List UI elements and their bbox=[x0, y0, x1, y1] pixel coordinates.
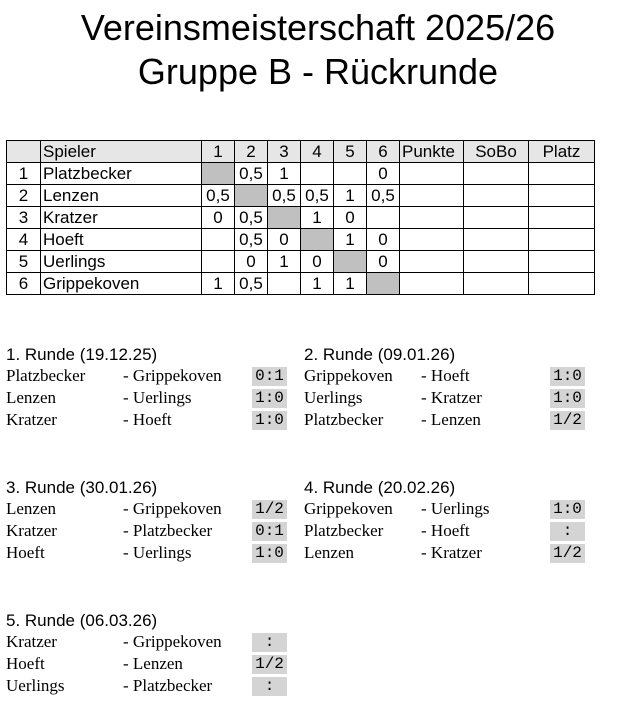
round-3 bbox=[6, 478, 296, 564]
player-rank: 1 bbox=[7, 163, 41, 185]
pairing-result: 1:0 bbox=[252, 411, 287, 430]
result-cell: 1 bbox=[334, 229, 367, 251]
pairing-result: : bbox=[550, 522, 585, 541]
result-cell: 0 bbox=[268, 229, 301, 251]
diagonal-cell bbox=[301, 229, 334, 251]
result-cell: 0 bbox=[367, 163, 400, 185]
pairing-row bbox=[304, 520, 594, 542]
header-game-1: 1 bbox=[202, 141, 235, 163]
pairing-result: 1/2 bbox=[550, 544, 585, 563]
pairing-home-player: Hoeft bbox=[6, 654, 45, 673]
pairing-away-player: - Hoeft bbox=[421, 521, 470, 540]
result-cell: 0,5 bbox=[235, 163, 268, 185]
page-title: Vereinsmeisterschaft 2025/26 bbox=[80, 7, 556, 48]
result-cell bbox=[367, 207, 400, 229]
player-row bbox=[7, 251, 595, 273]
pairing-home-player: Kratzer bbox=[6, 521, 57, 540]
points-cell bbox=[400, 251, 464, 273]
pairing-row bbox=[6, 520, 296, 542]
pairing-away-player: - Grippekoven bbox=[123, 499, 222, 518]
player-row bbox=[7, 273, 595, 295]
result-cell: 1 bbox=[301, 273, 334, 295]
pairing-away-player: - Uerlings bbox=[123, 543, 192, 562]
result-cell: 0,5 bbox=[202, 185, 235, 207]
pairing-result: 1:0 bbox=[252, 544, 287, 563]
result-cell: 0 bbox=[367, 229, 400, 251]
place-cell bbox=[529, 273, 595, 295]
pairing-home-player: Kratzer bbox=[6, 632, 57, 651]
result-cell: 1 bbox=[202, 273, 235, 295]
result-cell: 0 bbox=[235, 251, 268, 273]
pairing-home-player: Kratzer bbox=[6, 410, 57, 429]
crosstable-header-row bbox=[7, 141, 595, 163]
pairing-row bbox=[6, 409, 296, 431]
result-cell: 1 bbox=[301, 207, 334, 229]
player-row bbox=[7, 207, 595, 229]
result-cell: 0,5 bbox=[235, 207, 268, 229]
result-cell bbox=[268, 273, 301, 295]
sobo-cell bbox=[464, 163, 529, 185]
diagonal-cell bbox=[268, 207, 301, 229]
pairing-away-player: - Grippekoven bbox=[123, 366, 222, 385]
pairing-row bbox=[6, 387, 296, 409]
diagonal-cell bbox=[202, 163, 235, 185]
pairing-result: 1:0 bbox=[550, 389, 585, 408]
pairing-away-player: - Lenzen bbox=[123, 654, 183, 673]
header-player: Spieler bbox=[41, 141, 202, 163]
round-5 bbox=[6, 611, 296, 697]
pairing-result: 1/2 bbox=[252, 500, 287, 519]
sobo-cell bbox=[464, 229, 529, 251]
round-heading: 3. Runde (30.01.26) bbox=[6, 478, 158, 497]
place-cell bbox=[529, 163, 595, 185]
pairing-row bbox=[304, 365, 594, 387]
pairing-home-player: Uerlings bbox=[304, 388, 363, 407]
result-cell: 0,5 bbox=[268, 185, 301, 207]
player-row bbox=[7, 229, 595, 251]
player-rank: 2 bbox=[7, 185, 41, 207]
header-game-5: 5 bbox=[334, 141, 367, 163]
player-name: Grippekoven bbox=[41, 273, 202, 295]
pairing-row bbox=[6, 498, 296, 520]
pairing-home-player: Platzbecker bbox=[304, 410, 384, 429]
place-cell bbox=[529, 185, 595, 207]
result-cell bbox=[202, 229, 235, 251]
points-cell bbox=[400, 185, 464, 207]
pairing-row bbox=[6, 365, 296, 387]
pairing-result: 1/2 bbox=[252, 655, 287, 674]
pairing-result: 1:0 bbox=[550, 500, 585, 519]
header-game-6: 6 bbox=[367, 141, 400, 163]
pairing-row bbox=[304, 387, 594, 409]
pairing-home-player: Grippekoven bbox=[304, 366, 393, 385]
player-name: Lenzen bbox=[41, 185, 202, 207]
points-cell bbox=[400, 163, 464, 185]
place-cell bbox=[529, 229, 595, 251]
pairing-away-player: - Hoeft bbox=[123, 410, 172, 429]
pairing-home-player: Platzbecker bbox=[304, 521, 384, 540]
header-sobo: SoBo bbox=[464, 141, 529, 163]
pairing-result: 0:1 bbox=[252, 522, 287, 541]
pairing-away-player: - Uerlings bbox=[421, 499, 490, 518]
pairing-away-player: - Uerlings bbox=[123, 388, 192, 407]
header-game-2: 2 bbox=[235, 141, 268, 163]
result-cell bbox=[202, 251, 235, 273]
points-cell bbox=[400, 273, 464, 295]
pairing-home-player: Platzbecker bbox=[6, 366, 86, 385]
pairing-away-player: - Kratzer bbox=[421, 543, 482, 562]
header-game-3: 3 bbox=[268, 141, 301, 163]
sobo-cell bbox=[464, 273, 529, 295]
round-1 bbox=[6, 345, 296, 431]
pairing-row bbox=[6, 631, 296, 653]
player-name: Platzbecker bbox=[41, 163, 202, 185]
diagonal-cell bbox=[334, 251, 367, 273]
pairing-row bbox=[304, 409, 594, 431]
round-heading: 4. Runde (20.02.26) bbox=[304, 478, 456, 497]
result-cell bbox=[334, 163, 367, 185]
round-heading: 2. Runde (09.01.26) bbox=[304, 345, 456, 364]
result-cell: 0,5 bbox=[235, 273, 268, 295]
player-row bbox=[7, 185, 595, 207]
round-heading: 1. Runde (19.12.25) bbox=[6, 345, 158, 364]
place-cell bbox=[529, 207, 595, 229]
player-name: Hoeft bbox=[41, 229, 202, 251]
pairing-away-player: - Platzbecker bbox=[123, 521, 213, 540]
round-heading: 5. Runde (06.03.26) bbox=[6, 611, 158, 630]
pairing-result: : bbox=[252, 677, 287, 696]
pairing-result: 1/2 bbox=[550, 411, 585, 430]
player-rank: 3 bbox=[7, 207, 41, 229]
pairing-row bbox=[304, 542, 594, 564]
pairing-row bbox=[304, 498, 594, 520]
result-cell: 1 bbox=[268, 163, 301, 185]
header-game-4: 4 bbox=[301, 141, 334, 163]
place-cell bbox=[529, 251, 595, 273]
pairing-away-player: - Grippekoven bbox=[123, 632, 222, 651]
diagonal-cell bbox=[367, 273, 400, 295]
pairing-row bbox=[6, 542, 296, 564]
header-rank-cell bbox=[7, 141, 41, 163]
sobo-cell bbox=[464, 185, 529, 207]
pairing-home-player: Lenzen bbox=[6, 388, 57, 407]
crosstable bbox=[6, 140, 595, 295]
result-cell: 0 bbox=[334, 207, 367, 229]
pairing-away-player: - Lenzen bbox=[421, 410, 481, 429]
pairing-result: : bbox=[252, 633, 287, 652]
pairing-result: 1:0 bbox=[550, 367, 585, 386]
player-rank: 6 bbox=[7, 273, 41, 295]
pairing-home-player: Uerlings bbox=[6, 676, 65, 695]
sobo-cell bbox=[464, 251, 529, 273]
pairing-row bbox=[6, 653, 296, 675]
result-cell: 0 bbox=[301, 251, 334, 273]
player-name: Uerlings bbox=[41, 251, 202, 273]
header-place: Platz bbox=[529, 141, 595, 163]
result-cell: 0 bbox=[202, 207, 235, 229]
result-cell: 1 bbox=[334, 185, 367, 207]
result-cell: 1 bbox=[268, 251, 301, 273]
result-cell: 1 bbox=[334, 273, 367, 295]
pairing-row bbox=[6, 675, 296, 697]
header-points: Punkte bbox=[400, 141, 464, 163]
points-cell bbox=[400, 207, 464, 229]
player-rank: 4 bbox=[7, 229, 41, 251]
pairing-away-player: - Kratzer bbox=[421, 388, 482, 407]
result-cell: 0,5 bbox=[301, 185, 334, 207]
pairing-result: 1:0 bbox=[252, 389, 287, 408]
result-cell: 0 bbox=[367, 251, 400, 273]
pairing-home-player: Hoeft bbox=[6, 543, 45, 562]
pairing-result: 0:1 bbox=[252, 367, 287, 386]
result-cell: 0,5 bbox=[235, 229, 268, 251]
round-4 bbox=[304, 478, 594, 564]
round-2 bbox=[304, 345, 594, 431]
pairing-away-player: - Hoeft bbox=[421, 366, 470, 385]
sobo-cell bbox=[464, 207, 529, 229]
pairing-away-player: - Platzbecker bbox=[123, 676, 213, 695]
diagonal-cell bbox=[235, 185, 268, 207]
points-cell bbox=[400, 229, 464, 251]
pairing-home-player: Lenzen bbox=[6, 499, 57, 518]
pairing-home-player: Lenzen bbox=[304, 543, 355, 562]
player-name: Kratzer bbox=[41, 207, 202, 229]
pairing-home-player: Grippekoven bbox=[304, 499, 393, 518]
player-row bbox=[7, 163, 595, 185]
player-rank: 5 bbox=[7, 251, 41, 273]
result-cell bbox=[301, 163, 334, 185]
page-subtitle: Gruppe B - Rückrunde bbox=[137, 51, 499, 92]
result-cell: 0,5 bbox=[367, 185, 400, 207]
